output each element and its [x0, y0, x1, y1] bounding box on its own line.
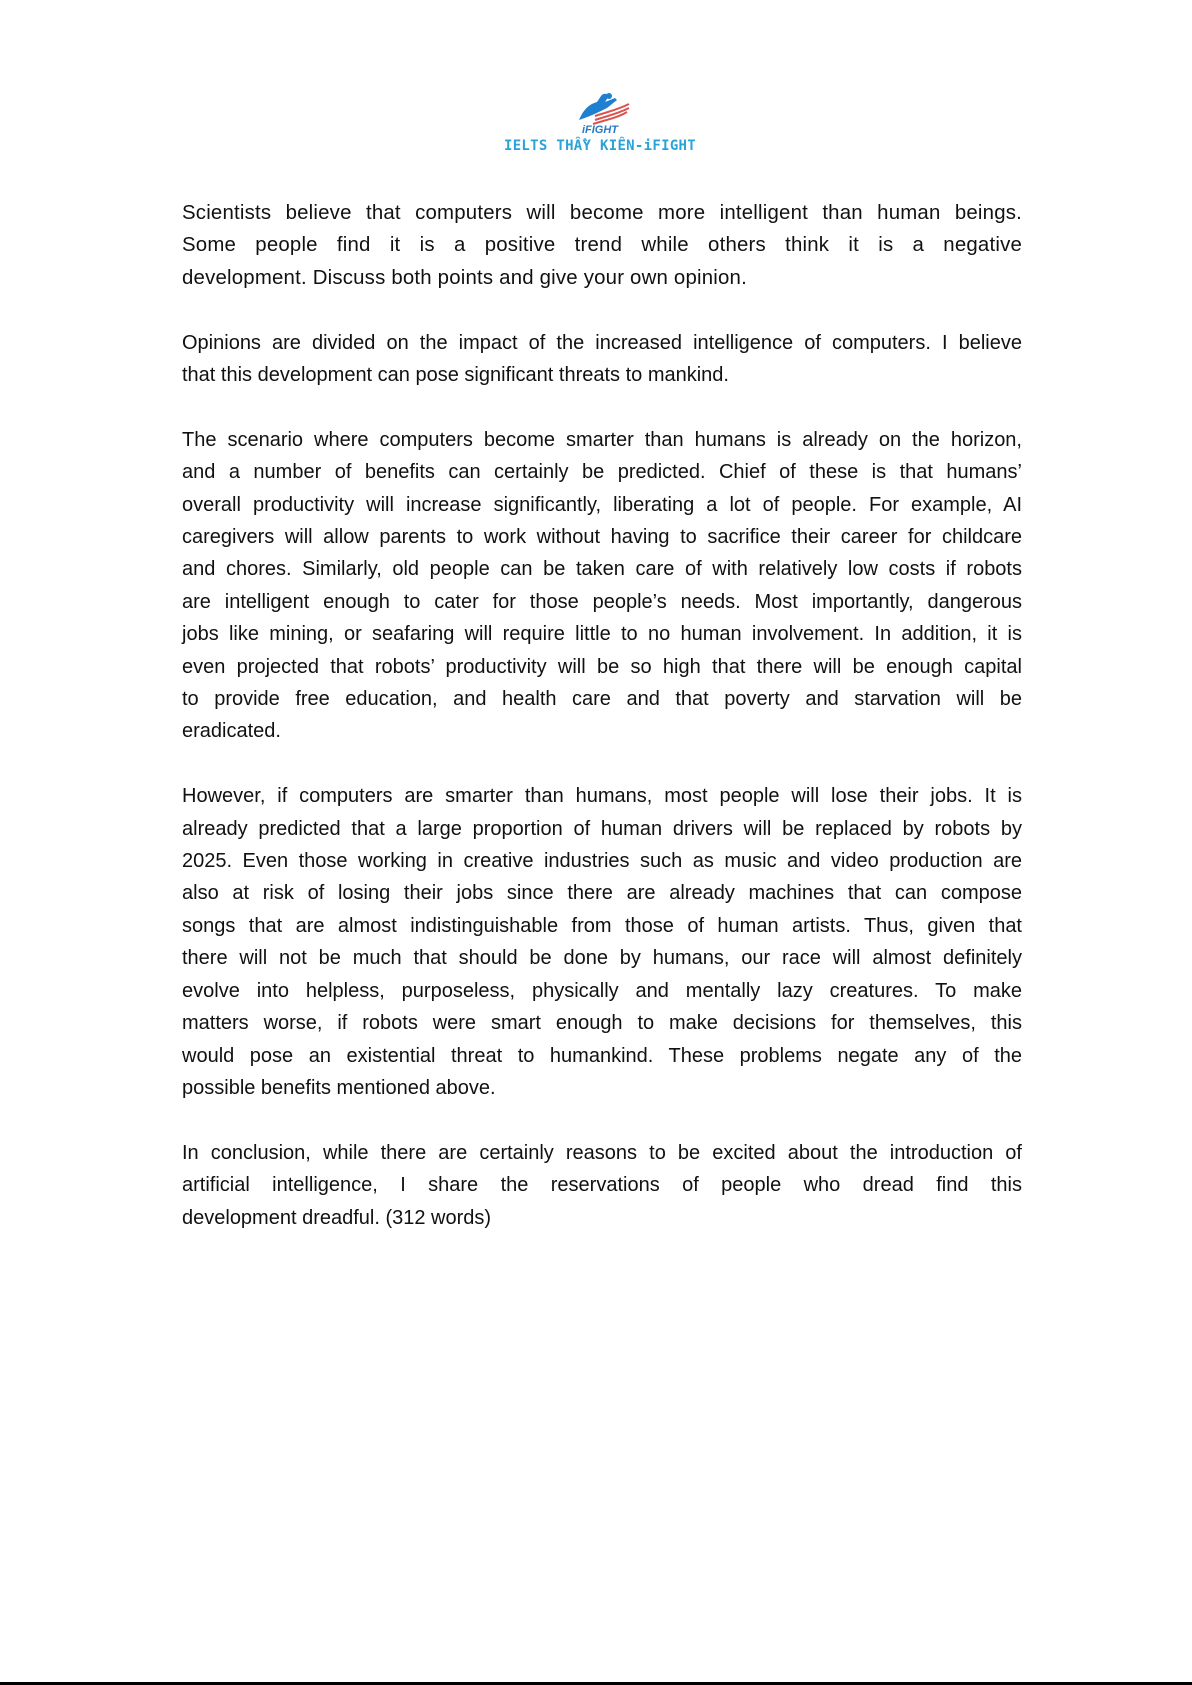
logo-caption: IELTS THẦY KIÊN-iFIGHT — [503, 138, 697, 154]
text-line: However, if computers are smarter than humans, most people will lose their jobs. It is — [182, 785, 1022, 808]
text-line: and a number of benefits can certainly be predicted. Chief of these is that humans’ — [182, 461, 1022, 484]
body-paragraph-drawbacks — [182, 780, 1022, 1104]
text-line: artificial intelligence, I share the reservations of people who dread find this — [182, 1174, 1022, 1197]
text-line: Some people find it is a positive trend while others think it is a negative — [182, 234, 1022, 257]
text-line: are intelligent enough to cater for those people’s needs. Most importantly, dangerous — [182, 590, 1022, 613]
text-line: to provide free education, and health care and that poverty and starvation will be — [182, 688, 1022, 711]
text-line: possible benefits mentioned above. — [182, 1076, 496, 1099]
essay-prompt — [182, 197, 1022, 294]
text-line: matters worse, if robots were smart enough to make decisions for themselves, this — [182, 1012, 1022, 1035]
text-line: development dreadful. (312 words) — [182, 1206, 492, 1229]
text-line: songs that are almost indistinguishable from those of human artists. Thus, given that — [182, 914, 1022, 937]
text-line: jobs like mining, or seafaring will require little to no human involvement. In addition, it is — [182, 623, 1022, 646]
text-line: In conclusion, while there are certainly reasons to be excited about the introduction of — [182, 1141, 1022, 1164]
text-line: Scientists believe that computers will become more intelligent than human beings. — [182, 202, 1022, 224]
text-line: overall productivity will increase significantly, liberating a lot of people. For example, AI — [182, 493, 1022, 516]
text-line: and chores. Similarly, old people can be taken care of with relatively low costs if robots — [182, 558, 1022, 581]
text-line: would pose an existential threat to humankind. These problems negate any of the — [182, 1044, 1022, 1067]
header-logo — [480, 90, 720, 154]
text-line: that this development can pose significant threats to mankind. — [182, 364, 729, 387]
text-line: 2025. Even those working in creative industries such as music and video production are — [182, 850, 1022, 873]
text-line: caregivers will allow parents to work without having to sacrifice their career for childcare — [182, 526, 1022, 549]
conclusion-paragraph — [182, 1137, 1022, 1234]
text-line: there will not be much that should be done by humans, our race will almost definitely — [182, 947, 1022, 970]
text-line: already predicted that a large proportion of human drivers will be replaced by robots by — [182, 817, 1022, 840]
body-paragraph-benefits — [182, 424, 1022, 748]
text-line: Opinions are divided on the impact of the increased intelligence of computers. I believe — [182, 331, 1022, 354]
text-line: The scenario where computers become smarter than humans is already on the horizon, — [182, 428, 1022, 451]
text-line: evolve into helpless, purposeless, physically and mentally lazy creatures. To make — [182, 979, 1022, 1002]
introduction-paragraph — [182, 327, 1022, 392]
text-line: eradicated. — [182, 720, 281, 743]
essay-document — [182, 197, 1022, 1266]
logo-wordmark: iFIGHT — [581, 124, 619, 136]
text-line: development. Discuss both points and give your own opinion. — [182, 266, 747, 289]
text-line: also at risk of losing their jobs since there are already machines that can compose — [182, 882, 1022, 905]
text-line: even projected that robots’ productivity will be so high that there will be enough capital — [182, 655, 1022, 678]
ifight-runner-logo-icon — [565, 90, 635, 128]
